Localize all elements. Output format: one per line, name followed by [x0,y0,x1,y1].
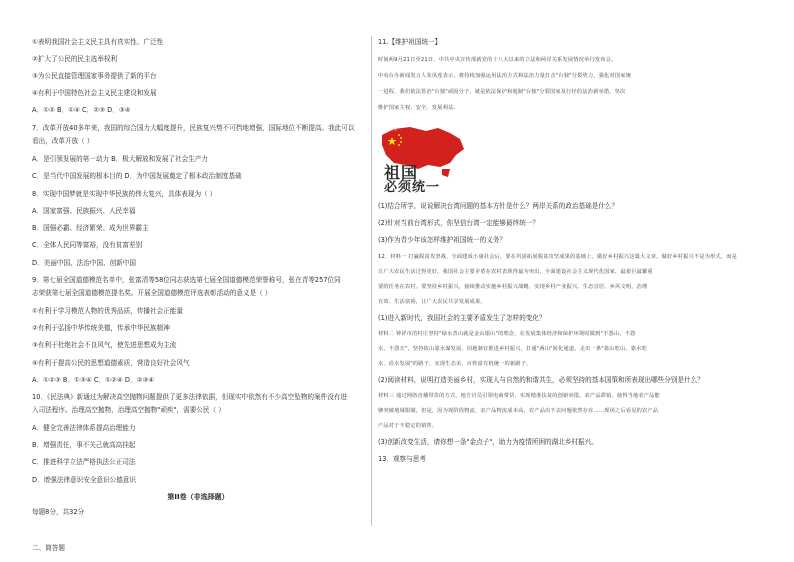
option-line: ④有利于中国特色社会主义民主建设和发展 [32,89,157,97]
reunification-poster [380,125,468,197]
question-8-stem: 8．实现中国梦就是实现中华民族的伟大复兴，具体表现为（ ） [32,190,217,198]
option-line: ②有利于弘扬中华传统美德，传承中华民族精神 [32,324,170,332]
poster-logo: 人民日报 [385,127,398,131]
answer-choice: A．国家富强、民族振兴、人民幸福 [32,207,136,215]
question-10-stem-cont: 入司法程序。治理高空抛物，治理高空抛物"顽疾"，需要公民（ ） [32,406,225,414]
material-line: 一进程，我们依法惩治"台独"顽固分子，就是依法保护和遏制"台独"分裂国家及行径的法治新举措，坚决 [378,89,626,95]
score-note: 每题8分，共32分 [32,508,85,516]
sub-question: (2)针对当前台湾形式，你坚信台湾一定能够最终统一？ [378,219,539,227]
answer-choice: D．美丽中国、法治中国、创新中国 [32,259,136,267]
option-line: ④有利于提高公民的思想道德素质，营造良好社会风气 [32,359,190,367]
poster-caption-line: 祖国 [384,163,419,182]
answer-choice: C．推进科学立法严格执法公正司法 [32,458,136,466]
material-line: 12．材料一 打赢脱贫攻坚战，全面建成小康社会后，要在巩固拓展脱贫攻坚成果的基础上，做好乡村振兴这篇大文章。做好乡村振兴不是为形式，而是 [378,254,738,260]
section-title: 第II卷（非选择题） [167,493,229,501]
answer-choice: A．健全完善法律体系提高治理能力 [32,424,136,432]
answer-choices: A．①② B．①④ C．②③ D．③④ [32,106,131,114]
answer-choices: A．是引领发展的第一动力 B．极大解放和发展了社会生产力 [32,155,208,163]
sub-question: (1)进入新时代，我国社会的主要矛盾发生了怎样的变化？ [378,314,546,322]
option-line: ②扩大了公民的民主选举权利 [32,55,118,63]
question-13-title: 13．观察与思考 [378,455,426,463]
question-7-stem-cont: 看出，改革开放（ ） [32,137,94,145]
sub-question: (1)结合所学，说说解决台湾问题的基本方针是什么？两岸关系的政治基础是什么？ [378,202,619,210]
material-line: 维护国家主权、安全、发展利益。 [378,105,459,111]
poster-caption [384,165,440,195]
option-line: ①有利于学习模范人物的优秀品质，传播社会正能量 [32,307,183,315]
option-line: ③为公民直接管理国家事务提供了新的平台 [32,72,157,80]
material-line: 材料二 钟祥市的村庄坚持"绿水青山就是金山银山"的理念，在发展集体经济和保护环境时做到"不怨山、不怨 [378,331,636,337]
question-9-stem-cont: 志荣获第七届全国道德模范提名奖。开展全国道德模范评选表彰活动的意义是（ ） [32,289,272,297]
question-10-stem: 10．《民法典》新通过为解决高空抛物问题提供了更多法律依据，但现实中依然有不少高空坠物的案件没有进 [32,393,347,401]
option-line: ①表明我国社会主义民主具有真实性、广泛性 [32,38,164,46]
question-7-stem: 7．改革开放40多年来，我国的综合国力大幅度提升，民族复兴势不可挡地增强，国际地位不断提高。我此可以 [32,124,355,132]
answer-choice: B．国强必霸、经济繁荣、成为世界霸主 [32,224,149,232]
material-line: 中央台办新闻发言人朱凤莲表示，将持续加强运用法治方式和法治力量打击"台独"分裂势力，强化对国家统 [378,73,631,79]
material-line: 够突破地域限制，但是，因为现阶段物流，农产品物流成本高，农产品出不去问题依然存在……现场之后看见的农产品 [378,408,659,414]
material-line: 材料三 通过网络直播带货的方式，地方官员引领电商带货，实现精准扶贫的创新举措。农产品滞销，使得当地农产品能 [378,393,660,399]
part-heading: 二、简答题 [32,544,65,552]
sub-question: (3)作为青少年该怎样维护祖国统一的义务？ [378,236,507,244]
answer-choices: C．是当代中国发展的根本目的 D．为中国发展奠定了根本政治制度基础 [32,172,242,180]
material-line: 水、沿水发展"的路子，实现生态美、百姓富有机统一的新路子。 [378,361,532,367]
sub-question: (2)阅读材料，说明打造美丽乡村，实现人与自然的和谐共生，必须坚持的基本国策和所表现出哪些分别是什么？ [378,376,704,384]
answer-choice: C．全体人民同等富裕，没有贫富差别 [32,241,143,249]
material-line: 水、不怨天"，坚持依山靠水谋发展、因地制宜推进乡村振兴，打通"两山"转化通道，走出一条"靠山吃山、靠水吃 [378,346,647,352]
answer-choice: B．增强责任，事不关己就高高挂起 [32,441,136,449]
column-divider [371,36,372,526]
answer-choice: D．增强法律意识安全意识公德意识 [32,476,136,484]
option-line: ③有利于杜绝社会不良风气，使先进思想成为主流 [32,341,177,349]
material-line: 要的任务在农村。要坚持乡村振兴，接续推动实施乡村振兴战略，实现乡村产业振兴、生态宜居、乡风文明、治理 [378,284,648,290]
material-line: 时间两9月21日至21日，中共中央宣传部就党的十八大以来的立法和两岸关系发展情况举行发布会。 [378,57,617,63]
material-line: 有效、生活富裕，让广大农民共享发展成果。 [378,299,486,305]
question-11-title: 11.【维护祖国统一】 [378,38,442,46]
material-line: 产品对于不稳定的销售。 [378,423,438,429]
question-9-stem: 9．第七届全国道德模范名单中，张富清等58位同志获选第七届全国道德模范荣誉称号，张在青等257位同 [32,276,341,284]
poster-caption-line: 必须统一 [384,180,441,195]
material-line: 让广大农民生活过得更好。我国社会主要矛盾在农村表现得最为突出，全面建设社会主义现代化国家，最艰巨最繁重 [378,269,653,275]
answer-choices: A．①②③ B．①③④ C．①②④ D．②③④ [32,376,155,384]
sub-question: (3)创新改变生活，请你想一条"金点子"，助力为疫情所困的湖北乡村振兴。 [378,438,598,446]
